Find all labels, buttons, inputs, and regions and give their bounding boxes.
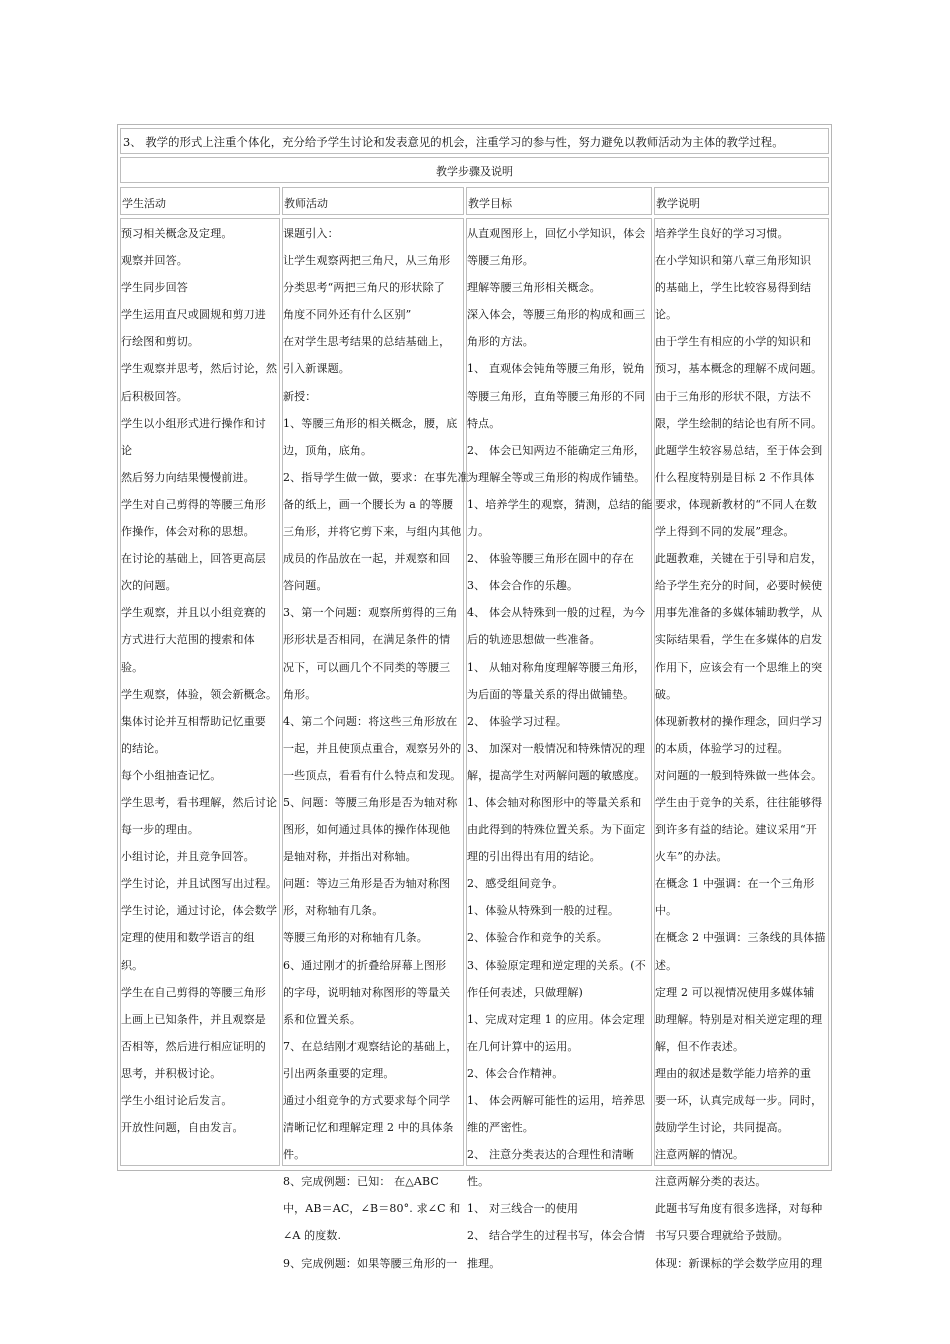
student-activity-line: 集体讨论并互相帮助记忆重要 — [121, 714, 266, 728]
header-student — [120, 187, 280, 215]
teacher-activity-line: 7、在总结刚才观察结论的基础上， — [283, 1039, 458, 1053]
teaching-note-line: 火车”的办法。 — [655, 850, 728, 864]
teaching-note-line: 理由的叙述是数学能力培养的重 — [655, 1066, 812, 1080]
teaching-goal-line: 为理解全等或三角形的构成作铺垫。 — [467, 470, 646, 484]
teaching-goal-line: 从直观图形上，回忆小学知识，体会 — [467, 227, 646, 240]
section-title-row — [120, 157, 829, 183]
teacher-activity-line: 新授： — [283, 389, 317, 403]
teacher-activity-line: 一些顶点，看看有什么特点和发现。 — [283, 768, 462, 782]
teaching-goal-line: 深入体会，等腰三角形的构成和画三 — [467, 308, 646, 322]
teacher-activity-line: 问题：等边三角形是否为轴对称图 — [283, 877, 451, 891]
teaching-goal-line: 1、体验从特殊到一般的过程。 — [467, 904, 620, 918]
teaching-note-line: 体现新教材的操作理念，回归学习 — [655, 714, 823, 728]
teaching-goals-column — [466, 218, 653, 1270]
teacher-activity-line: 件。 — [283, 1148, 306, 1162]
student-activity-line: 验。 — [121, 660, 144, 674]
teacher-activity-line: 图形，如何通过具体的操作体现他 — [283, 823, 451, 837]
student-activity-line: 学生以小组形式进行操作和讨 — [121, 416, 266, 430]
student-activity-column — [120, 218, 280, 1166]
teacher-activity-line: 9、完成例题：如果等腰三角形的一 — [283, 1256, 458, 1270]
teacher-activity-line: 8、完成例题：已知： 在△ABC — [283, 1175, 440, 1189]
teacher-activity-line: 通过小组竞争的方式要求每个同学 — [283, 1094, 451, 1107]
teaching-goal-line: 1、 直观体会钝角等腰三角形，锐角 — [467, 362, 646, 376]
teacher-activity-line: 4、第二个问题：将这些三角形放在 — [283, 714, 458, 728]
student-activity-line: 观察并回答。 — [121, 254, 188, 268]
student-activity-line: 论 — [121, 443, 133, 457]
student-activity-line: 学生思考，看书理解，然后讨论 — [121, 795, 278, 809]
student-activity-line: 然后努力向结果慢慢前进。 — [121, 470, 255, 484]
teacher-activity-line: 中，AB＝AC，∠B＝80°. 求∠C 和 — [283, 1202, 461, 1216]
student-activity-line: 在讨论的基础上，回答更高层 — [121, 552, 266, 566]
teaching-note-line: 对问题的一般到特殊做一些体会。 — [655, 768, 823, 782]
student-activity-line: 否相等，然后进行相应证明的 — [121, 1039, 266, 1053]
teacher-activity-line: 引入新课题。 — [283, 362, 350, 376]
teaching-goal-line: 等腰三角形。 — [467, 254, 534, 268]
teaching-notes-column — [654, 218, 829, 1270]
teacher-activity-line: 的字母，说明轴对称图形的等量关 — [283, 985, 451, 999]
teaching-goal-line: 3、 加深对一般情况和特殊情况的理 — [467, 741, 646, 755]
header-student-label: 学生活动 — [122, 197, 166, 210]
teaching-note-line: 要求，体现新教材的“不同人在数 — [655, 497, 817, 511]
teaching-goal-line: 作任何表述，只做理解) — [467, 985, 583, 999]
student-activity-line: 织。 — [121, 958, 144, 972]
student-activity-line: 学生观察，并且以小组竞赛的 — [121, 606, 266, 620]
teaching-note-line: 由于三角形的形状不限，方法不 — [655, 389, 812, 403]
teaching-note-line: 在概念 2 中强调：三条线的具体描 — [655, 931, 826, 945]
student-activity-line: 次的问题。 — [121, 579, 177, 593]
teacher-activity-line: ∠A 的度数. — [283, 1229, 342, 1243]
teaching-goal-line: 后的轨迹思想做一些准备。 — [467, 633, 601, 647]
teacher-activity-line: 角形。 — [283, 687, 317, 701]
teacher-activity-line: 3、第一个问题：观察所剪得的三角 — [283, 606, 458, 620]
header-teacher-label: 教师活动 — [284, 197, 328, 210]
student-activity-line: 小组讨论，并且竞争回答。 — [121, 850, 255, 864]
teaching-goal-line: 等腰三角形，直角等腰三角形的不同 — [467, 389, 646, 403]
student-activity-line: 作操作，体会对称的思想。 — [121, 525, 255, 539]
teaching-note-line: 助理解。特别是对相关逆定理的理 — [655, 1012, 823, 1026]
teaching-note-line: 注意两解分类的表达。 — [655, 1175, 767, 1189]
teacher-activity-line: 1、等腰三角形的相关概念，腰，底 — [283, 416, 458, 430]
student-activity-line: 后积极回答。 — [121, 389, 188, 403]
student-activity-line: 每一步的理由。 — [121, 823, 200, 837]
teacher-activity-line: 备的纸上，画一个腰长为 a 的等腰 — [283, 497, 454, 511]
teaching-goal-line: 1、体会轴对称图形中的等量关系和 — [467, 795, 642, 809]
teaching-note-line: 述。 — [655, 958, 678, 972]
teaching-note-line: 定理 2 可以视情况使用多媒体辅 — [655, 985, 815, 999]
teacher-activity-line: 6、通过刚才的折叠给屏幕上图形 — [283, 958, 447, 972]
teacher-activity-line: 5、问题：等腰三角形是否为轴对称 — [283, 795, 458, 809]
teaching-goal-line: 2、 结合学生的过程书写，体会合情 — [467, 1229, 646, 1243]
teacher-activity-line: 在对学生思考结果的总结基础上， — [283, 335, 451, 349]
teaching-note-line: 要一环，认真完成每一步。同时， — [655, 1094, 823, 1107]
teaching-goal-line: 2、体验合作和竞争的关系。 — [467, 931, 608, 945]
teaching-note-line: 学生由于竞争的关系，往往能够得 — [655, 795, 823, 809]
teaching-goal-line: 维的严密性。 — [467, 1121, 534, 1135]
teaching-goal-line: 特点。 — [467, 416, 501, 430]
teaching-note-line: 给予学生充分的时间，必要时候使 — [655, 579, 823, 593]
teacher-activity-line: 2、指导学生做一做，要求：在事先准 — [283, 470, 469, 484]
teaching-goal-line: 角形的方法。 — [467, 335, 534, 349]
teaching-note-line: 此题书写角度有很多选择，对每种 — [655, 1202, 823, 1216]
lesson-table — [117, 124, 832, 1270]
teaching-goal-line: 1、 从轴对称角度理解等腰三角形， — [467, 660, 646, 674]
header-notes-label: 教学说明 — [656, 197, 700, 210]
teaching-goal-line: 1、完成对定理 1 的应用。体会定理 — [467, 1012, 645, 1026]
teaching-goal-line: 理解等腰三角形相关概念。 — [467, 281, 601, 295]
teaching-goal-line: 性。 — [467, 1175, 490, 1189]
teacher-activity-line: 引出两条重要的定理。 — [283, 1066, 395, 1080]
teaching-note-line: 中。 — [655, 904, 678, 918]
teaching-goal-line: 3、体验原定理和逆定理的关系。(不 — [467, 958, 646, 972]
teaching-goal-line: 2、感受组间竞争。 — [467, 877, 564, 891]
header-goals — [466, 187, 652, 215]
teaching-note-line: 在概念 1 中强调：在一个三角形 — [655, 877, 815, 891]
teaching-goal-line: 为后面的等量关系的得出做铺垫。 — [467, 687, 635, 701]
teaching-note-line: 此题学生较容易总结，至于体会到 — [655, 443, 823, 457]
header-goals-label: 教学目标 — [468, 197, 512, 210]
teaching-goal-line: 在几何计算中的运用。 — [467, 1039, 579, 1053]
teaching-goal-line: 由此得到的特殊位置关系。为下面定 — [467, 823, 646, 837]
teaching-note-line: 鼓励学生讨论，共同提高。 — [655, 1121, 789, 1135]
intro-row — [120, 128, 829, 154]
teaching-note-line: 什么程度特别是目标 2 不作具体 — [655, 470, 815, 484]
teacher-activity-line: 三角形，并将它剪下来，与组内其他 — [283, 525, 462, 539]
student-activity-line: 预习相关概念及定理。 — [121, 227, 233, 240]
teaching-goal-line: 1、 体会两解可能性的运用，培养思 — [467, 1094, 646, 1107]
teacher-activity-line: 况下，可以画几个不同类的等腰三 — [283, 660, 451, 674]
teaching-note-line: 的本质，体验学习的过程。 — [655, 741, 789, 755]
student-activity-line: 学生对自己剪得的等腰三角形 — [121, 497, 266, 511]
teaching-note-line: 解，但不作表述。 — [655, 1039, 745, 1053]
student-activity-line: 每个小组抽查记忆。 — [121, 768, 222, 782]
header-teacher — [282, 187, 464, 215]
student-activity-line: 学生讨论，通过讨论，体会数学 — [121, 904, 278, 918]
teacher-activity-line: 课题引入： — [283, 227, 339, 240]
student-activity-line: 学生在自己剪得的等腰三角形 — [121, 985, 266, 999]
teaching-note-line: 作用下，应该会有一个思维上的突 — [655, 660, 823, 674]
teaching-goal-line: 2、 体会已知两边不能确定三角形， — [467, 443, 646, 457]
teaching-note-line: 学上得到不同的发展”理念。 — [655, 525, 795, 539]
teacher-activity-line: 答问题。 — [283, 579, 328, 593]
teaching-note-line: 由于学生有相应的小学的知识和 — [655, 335, 812, 349]
teaching-goal-line: 2、体会合作精神。 — [467, 1066, 564, 1080]
teaching-note-line: 实际结果看，学生在多媒体的启发 — [655, 633, 823, 647]
teaching-note-line: 用事先准备的多媒体辅助教学，从 — [655, 606, 823, 620]
teacher-activity-column — [282, 218, 469, 1270]
student-activity-line: 学生讨论，并且试图写出过程。 — [121, 877, 278, 891]
student-activity-line: 学生观察，体验，领会新概念。 — [121, 687, 278, 701]
teacher-activity-line: 形形状是否相同，在满足条件的情 — [283, 633, 451, 647]
teacher-activity-line: 是轴对称，并指出对称轴。 — [283, 850, 417, 864]
teacher-activity-line: 系和位置关系。 — [283, 1012, 362, 1026]
teaching-goal-line: 2、 体验学习过程。 — [467, 714, 567, 728]
teaching-goal-line: 4、 体会从特殊到一般的过程，为今 — [467, 606, 646, 620]
teaching-goal-line: 3、 体会合作的乐趣。 — [467, 579, 579, 593]
teaching-goal-line: 力。 — [467, 525, 490, 539]
intro-text: 3、 教学的形式上注重个体化，充分给予学生讨论和发表意见的机会，注重学习的参与性，努力避免以教师活动为主体的教学过程。 — [123, 136, 784, 149]
teacher-activity-line: 边，顶角，底角。 — [283, 443, 373, 457]
teacher-activity-line: 一起，并且使顶点重合，观察另外的 — [283, 741, 462, 755]
teacher-activity-line: 等腰三角形的对称轴有几条。 — [283, 931, 428, 945]
teaching-note-line: 在小学知识和第八章三角形知识 — [655, 254, 812, 268]
teaching-note-line: 限，学生绘制的结论也有所不同。 — [655, 416, 823, 430]
student-activity-line: 行绘图和剪切。 — [121, 335, 200, 349]
teaching-goal-line: 理的引出得出有用的结论。 — [467, 850, 601, 864]
teaching-goal-line: 1、 对三线合一的使用 — [467, 1202, 579, 1216]
teaching-goal-line: 推理。 — [467, 1256, 501, 1270]
teaching-goal-line: 2、 体验等腰三角形在圆中的存在 — [467, 552, 634, 566]
student-activity-line: 学生同步回答 — [121, 281, 188, 295]
student-activity-line: 上画上已知条件，并且观察是 — [121, 1012, 266, 1026]
teacher-activity-line: 分类思考“两把三角尺的形状除了 — [283, 281, 445, 295]
header-notes — [654, 187, 829, 215]
teaching-goal-line: 2、 注意分类表达的合理性和清晰 — [467, 1148, 634, 1162]
teaching-note-line: 培养学生良好的学习习惯。 — [655, 227, 789, 240]
teacher-activity-line: 清晰记忆和理解定理 2 中的具体条 — [283, 1121, 454, 1135]
teaching-goal-line: 解，提高学生对两解问题的敏感度。 — [467, 768, 646, 782]
student-activity-line: 学生观察并思考，然后讨论，然 — [121, 362, 278, 376]
teaching-note-line: 注意两解的情况。 — [655, 1148, 745, 1162]
student-activity-line: 的结论。 — [121, 741, 166, 755]
student-activity-line: 思考，并积极讨论。 — [121, 1066, 222, 1080]
teaching-note-line: 论。 — [655, 308, 678, 322]
teaching-note-line: 体现：新课标的学会数学应用的理 — [655, 1256, 823, 1270]
teaching-note-line: 破。 — [655, 687, 678, 701]
teaching-note-line: 预习，基本概念的理解不成问题。 — [655, 362, 823, 376]
teaching-note-line: 到许多有益的结论。建议采用“开 — [655, 823, 817, 837]
student-activity-line: 定理的使用和数学语言的组 — [121, 931, 255, 945]
section-title: 教学步骤及说明 — [436, 165, 513, 178]
student-activity-line: 方式进行大范围的搜索和体 — [121, 633, 255, 647]
teacher-activity-line: 角度不同外还有什么区别” — [283, 308, 412, 322]
teaching-note-line: 的基础上，学生比较容易得到结 — [655, 281, 812, 295]
student-activity-line: 开放性问题，自由发言。 — [121, 1121, 244, 1135]
student-activity-line: 学生小组讨论后发言。 — [121, 1094, 233, 1107]
student-activity-line: 学生运用直尺或圆规和剪刀进 — [121, 308, 266, 322]
teacher-activity-line: 成员的作品放在一起，并观察和回 — [283, 552, 451, 566]
teaching-note-line: 此题教难，关键在于引导和启发， — [655, 552, 823, 566]
teacher-activity-line: 让学生观察两把三角尺，从三角形 — [283, 254, 451, 268]
teaching-note-line: 书写只要合理就给予鼓励。 — [655, 1229, 789, 1243]
teacher-activity-line: 形，对称轴有几条。 — [283, 904, 384, 918]
teaching-goal-line: 1、培养学生的观察，猜测，总结的能 — [467, 497, 653, 511]
